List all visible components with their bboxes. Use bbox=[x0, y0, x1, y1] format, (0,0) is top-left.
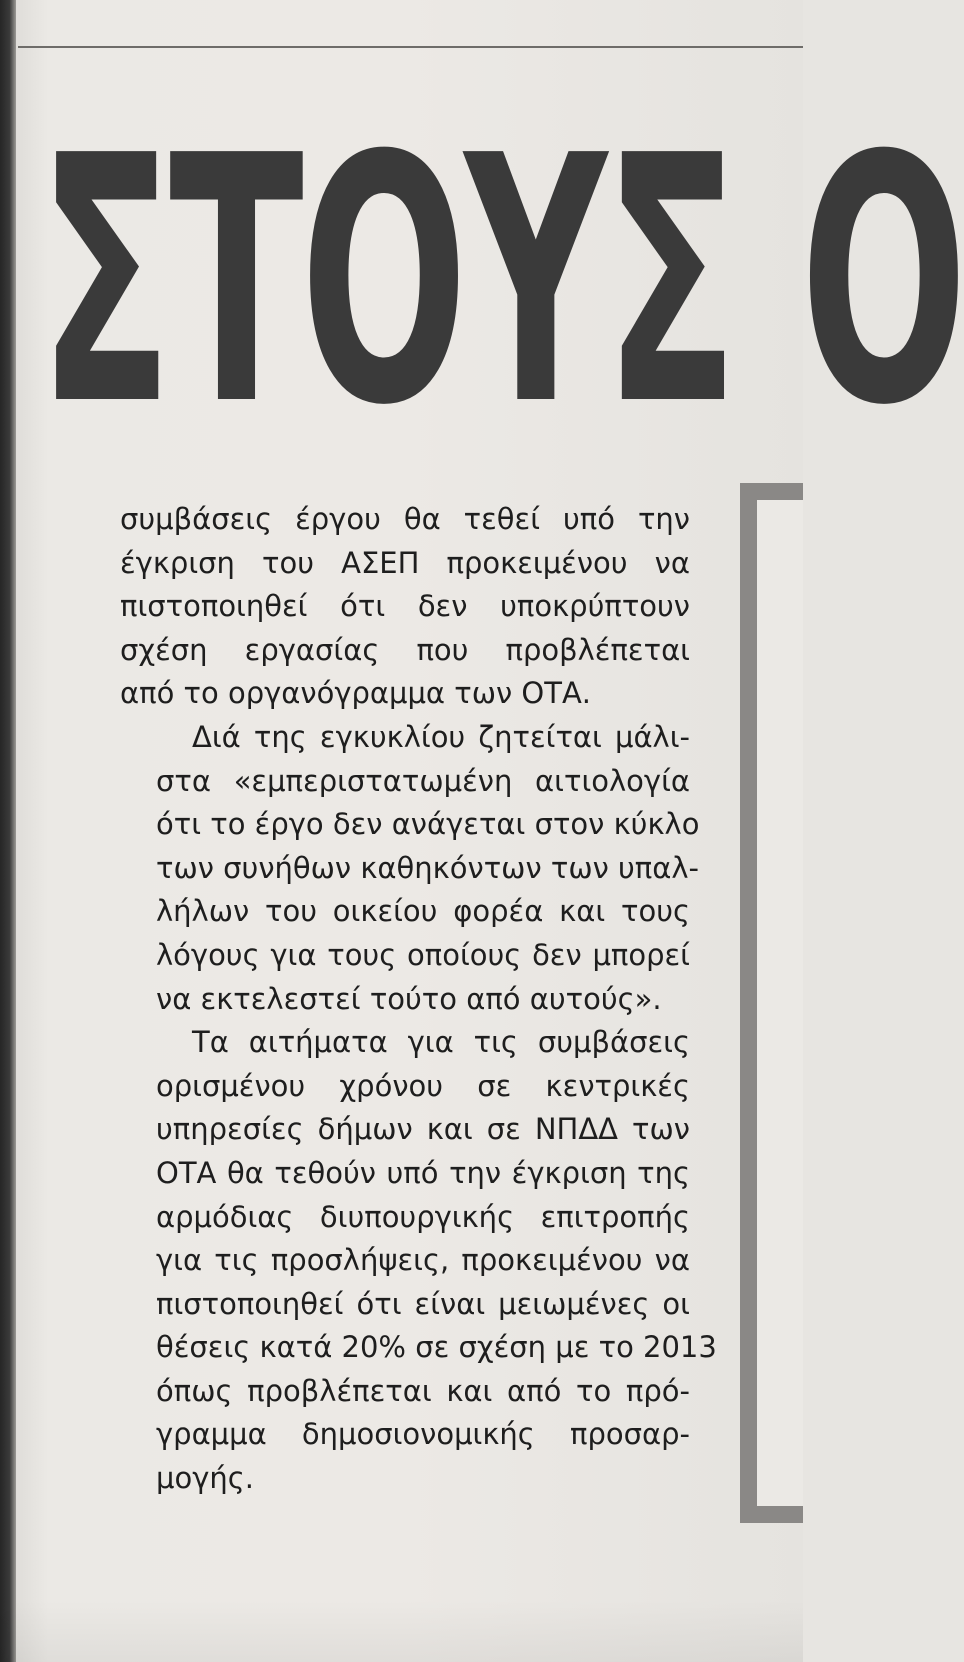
article-line: ότι το έργο δεν ανάγεται στον κύκλο bbox=[156, 807, 700, 842]
article-line: θέσεις κατά 20% σε σχέση με το 2013 bbox=[156, 1330, 717, 1365]
article-line: όπως προβλέπεται και από το πρό- bbox=[156, 1373, 690, 1408]
article-line: γραμμα δημοσιονομικής προσαρ- bbox=[156, 1417, 690, 1452]
article-line: των συνήθων καθηκόντων των υπαλ- bbox=[156, 850, 700, 885]
headline-area bbox=[0, 55, 964, 480]
top-divider bbox=[18, 46, 803, 48]
article-line: έγκριση του ΑΣΕΠ προκειμένου να bbox=[120, 545, 690, 580]
article-line: ορισμένου χρόνου σε κεντρικές bbox=[156, 1068, 690, 1103]
page-bottom-shade bbox=[0, 1600, 803, 1662]
headline: ΣΤΟΥΣ Ο bbox=[38, 84, 964, 480]
article-line: να εκτελεστεί τούτο από αυτούς». bbox=[156, 981, 662, 1016]
article-paragraph bbox=[120, 716, 700, 1021]
article-line: υπηρεσίες δήμων και σε ΝΠΔΔ των bbox=[156, 1112, 690, 1147]
article-line: για τις προσλήψεις, προκειμένου να bbox=[156, 1243, 690, 1278]
article-line: πιστοποιηθεί ότι δεν υποκρύπτουν bbox=[120, 589, 690, 624]
article-line: λήλων του οικείου φορέα και τους bbox=[156, 894, 690, 929]
article-line: ΟΤΑ θα τεθούν υπό την έγκριση της bbox=[156, 1155, 690, 1190]
article-line: από το οργανόγραμμα των ΟΤΑ. bbox=[120, 676, 592, 711]
article-body bbox=[120, 498, 717, 1501]
article-line: αρμόδιας διυπουργικής επιτροπής bbox=[156, 1199, 690, 1234]
article-line: Διά της εγκυκλίου ζητείται μάλι- bbox=[192, 719, 690, 754]
article-line: σχέση εργασίας που προβλέπεται bbox=[120, 632, 690, 667]
article-line: Τα αιτήματα για τις συμβάσεις bbox=[192, 1025, 690, 1060]
article-paragraph bbox=[120, 1021, 717, 1501]
article-line: μογής. bbox=[156, 1461, 254, 1496]
sidebar-box-inner bbox=[757, 500, 803, 1506]
article-line: λόγους για τους οποίους δεν μπορεί bbox=[156, 937, 690, 972]
article-line: πιστοποιηθεί ότι είναι μειωμένες οι bbox=[156, 1286, 690, 1321]
article-paragraph bbox=[120, 498, 690, 716]
article-line: συμβάσεις έργου θα τεθεί υπό την bbox=[120, 502, 690, 536]
article-line: στα «εμπεριστατωμένη αιτιολογία bbox=[156, 763, 690, 798]
